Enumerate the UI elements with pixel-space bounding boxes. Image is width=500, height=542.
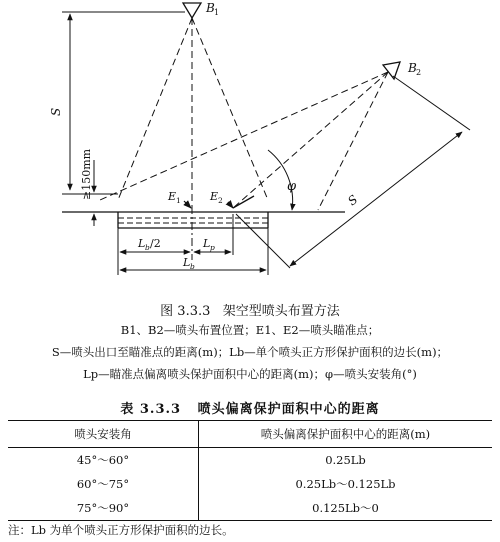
svg-text:b: b xyxy=(145,243,150,252)
table-number: 表 3.3.3 xyxy=(120,402,182,417)
label-lp xyxy=(202,237,215,252)
svg-text:2: 2 xyxy=(416,68,422,77)
svg-text:E: E xyxy=(210,190,219,203)
svg-text:1: 1 xyxy=(176,196,181,205)
header-offset-distance: 喷头偏离保护面积中心的距离(m) xyxy=(199,421,493,448)
svg-text:E: E xyxy=(168,190,177,203)
figure-title: 架空型喷头布置方法 xyxy=(222,304,340,319)
offset-table xyxy=(8,420,492,521)
cell-offset: 0.25Lb xyxy=(325,453,366,467)
svg-text:L: L xyxy=(138,237,146,250)
nozzle-b1 xyxy=(183,1,219,18)
label-lb xyxy=(182,256,195,271)
svg-text:B: B xyxy=(206,1,215,15)
svg-text:L: L xyxy=(203,237,211,250)
label-clearance: ≥150mm xyxy=(80,148,93,200)
cell-angle: 45°～60° xyxy=(8,448,199,473)
svg-text:p: p xyxy=(210,243,215,252)
label-s-right: S xyxy=(345,192,361,209)
table-header-row xyxy=(8,421,492,448)
cell-offset: 0.125Lb～0 xyxy=(312,501,379,515)
spray-lines xyxy=(100,18,388,210)
label-phi: φ xyxy=(287,179,297,194)
table-row xyxy=(8,472,492,496)
header-install-angle: 喷头安装角 xyxy=(8,421,199,448)
label-s-left: S xyxy=(49,107,63,116)
figure-number: 图 3.3.3 xyxy=(160,304,211,319)
cell-offset: 0.25Lb～0.125Lb xyxy=(295,477,396,491)
svg-text:2: 2 xyxy=(218,196,223,205)
svg-text:/2: /2 xyxy=(150,237,161,250)
table-row xyxy=(8,448,492,473)
svg-text:L: L xyxy=(183,256,191,269)
label-lb-half xyxy=(137,237,161,252)
legend-line-2: S—喷头出口至瞄准点的距离(m)；Lb—单个喷头正方形保护面积的边长(m)； xyxy=(51,345,449,359)
figure-caption xyxy=(0,300,500,319)
svg-text:1: 1 xyxy=(214,8,220,17)
table-note: 注：Lb 为单个喷头正方形保护面积的边长。 xyxy=(8,523,234,537)
svg-text:b: b xyxy=(190,262,195,271)
table-caption xyxy=(0,398,500,417)
table-title: 喷头偏离保护面积中心的距离 xyxy=(197,402,380,417)
aim-points xyxy=(167,190,254,208)
slant-dimension xyxy=(236,76,470,268)
cell-angle: 75°～90° xyxy=(8,496,199,521)
nozzle-b2 xyxy=(383,61,421,79)
svg-text:B: B xyxy=(408,61,417,75)
legend-line-3: Lp—瞄准点偏离喷头保护面积中心的距离(m)；φ—喷头安装角(°) xyxy=(83,367,417,381)
cell-angle: 60°～75° xyxy=(8,472,199,496)
legend-line-1: B1、B2—喷头布置位置；E1、E2—喷头瞄准点； xyxy=(120,323,380,337)
table-row xyxy=(8,496,492,521)
